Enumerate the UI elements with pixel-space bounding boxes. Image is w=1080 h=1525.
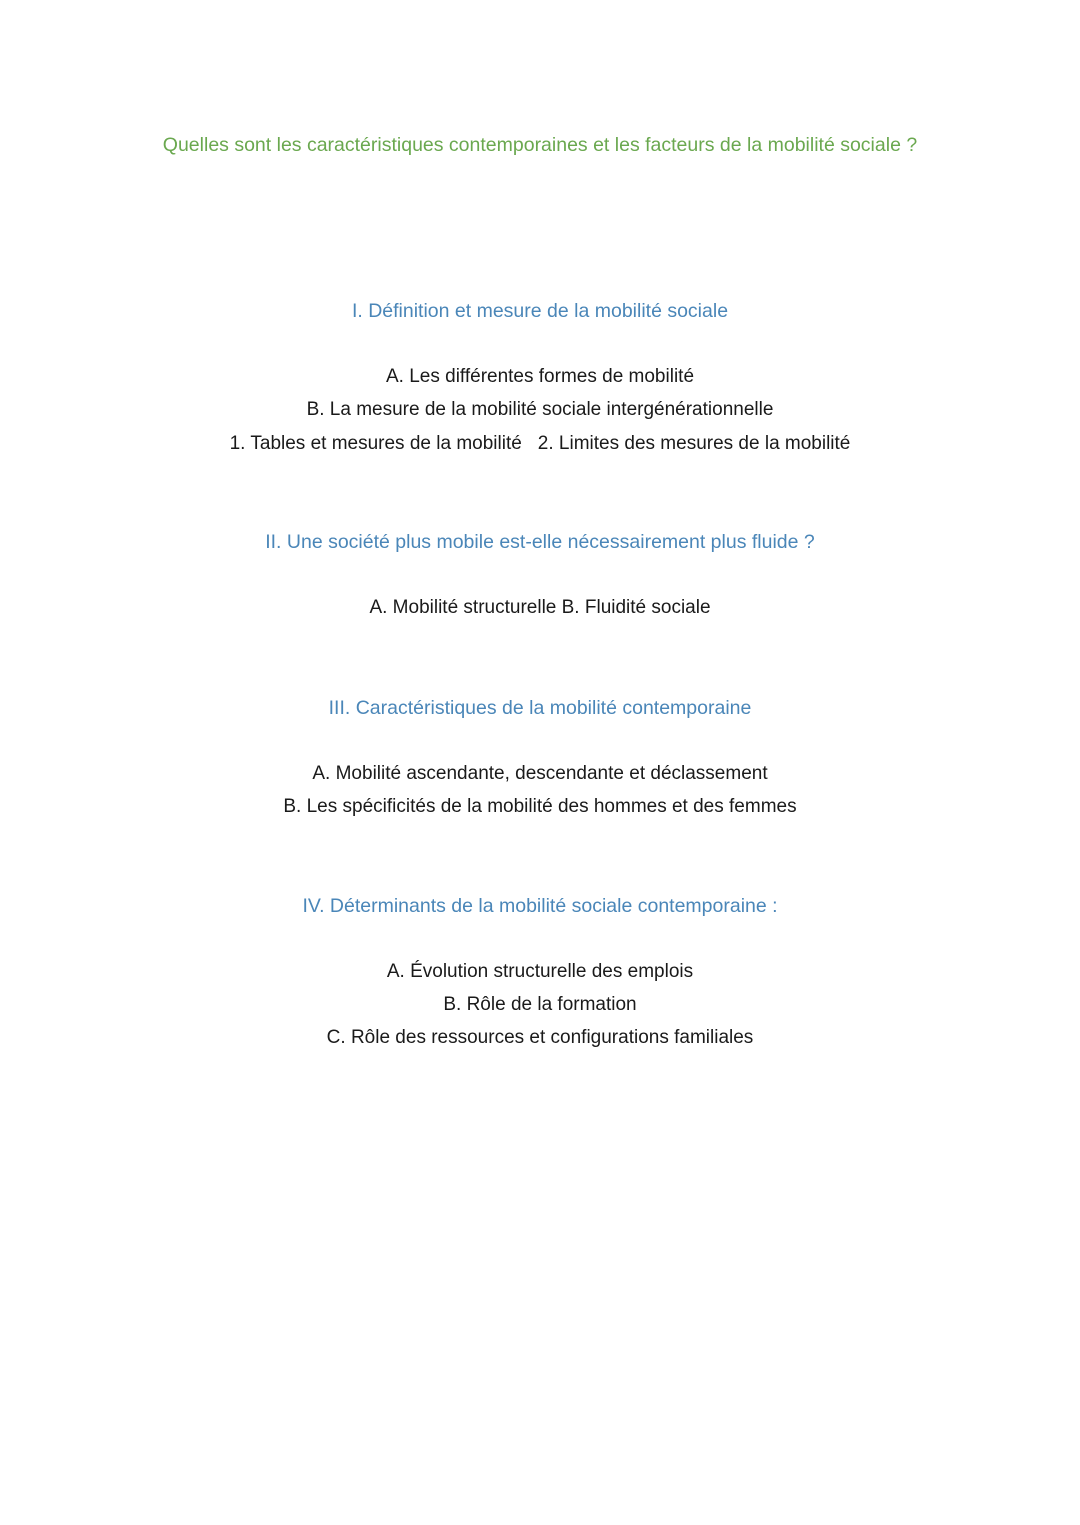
section-1-heading: I. Définition et mesure de la mobilité sociale (351, 300, 729, 322)
document-title: Quelles sont les caractéristiques contemporaines et les facteurs de la mobilité sociale ? (162, 134, 918, 156)
section-1-item-b: B. La mesure de la mobilité sociale intergénérationnelle (306, 399, 774, 420)
section-1-item-a: A. Les différentes formes de mobilité (385, 366, 695, 387)
section-4-item-a: A. Évolution structurelle des emplois (386, 961, 694, 982)
section-4-item-b: B. Rôle de la formation (443, 994, 637, 1015)
section-3-item-b: B. Les spécificités de la mobilité des hommes et des femmes (283, 796, 797, 817)
section-2-heading: II. Une société plus mobile est-elle nécessairement plus fluide ? (265, 531, 815, 553)
section-2-item-a: A. Mobilité structurelle B. Fluidité sociale (369, 597, 711, 618)
section-4-heading: IV. Déterminants de la mobilité sociale contemporaine : (302, 895, 778, 917)
section-1-subitems (0, 432, 1080, 456)
section-4-item-c: C. Rôle des ressources et configurations familiales (326, 1027, 754, 1048)
section-1-subitem-2: 2. Limites des mesures de la mobilité (537, 433, 851, 454)
section-3-heading: III. Caractéristiques de la mobilité contemporaine (328, 697, 752, 719)
section-1-subitem-1: 1. Tables et mesures de la mobilité (229, 433, 522, 454)
section-3-item-a: A. Mobilité ascendante, descendante et déclassement (312, 763, 768, 784)
